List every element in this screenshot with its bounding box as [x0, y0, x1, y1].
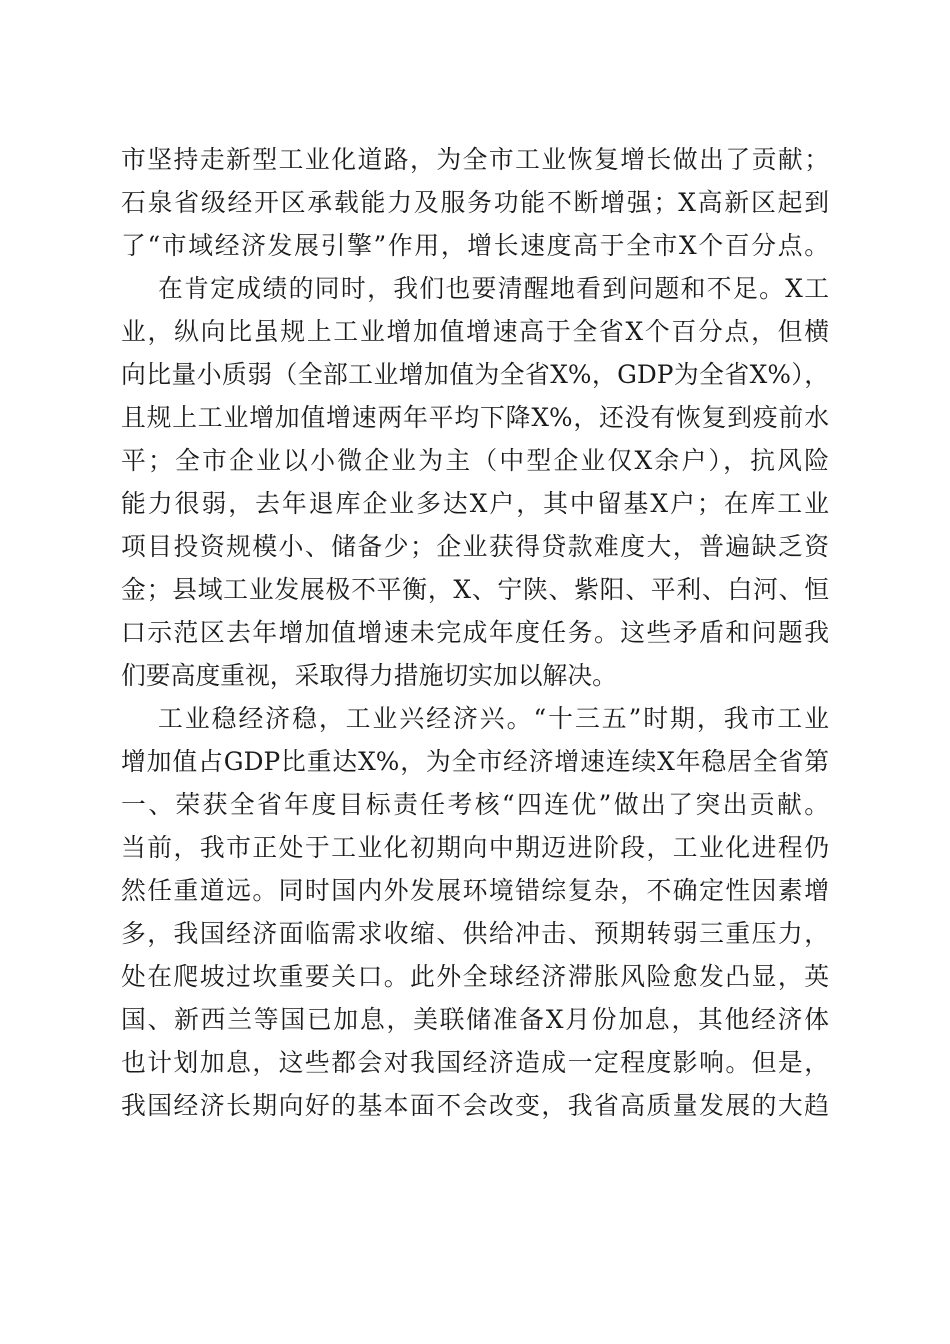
paragraph-3-line-7: 处在爬坡过坎重要关口。此外全球经济滞胀风险愈发凸显，英 — [121, 962, 829, 991]
paragraph-1-line-2: 石泉省级经开区承载能力及服务功能不断增强；X高新区起到 — [121, 188, 829, 217]
paragraph-3-line-8: 国、新西兰等国已加息，美联储准备X月份加息，其他经济体 — [121, 1005, 829, 1034]
paragraph-2-line-6: 能力很弱，去年退库企业多达X户，其中留基X户；在库工业 — [121, 489, 829, 518]
paragraph-2-line-2: 业，纵向比虽规上工业增加值增速高于全省X个百分点，但横 — [121, 317, 829, 346]
paragraph-1-line-3: 了“市域经济发展引擎”作用，增长速度高于全市X个百分点。 — [121, 231, 829, 260]
paragraph-2-line-1: 在肯定成绩的同时，我们也要清醒地看到问题和不足。X工 — [158, 274, 829, 303]
paragraph-2-line-9: 口示范区去年增加值增速未完成年度任务。这些矛盾和问题我 — [121, 618, 829, 647]
paragraph-2-line-7: 项目投资规模小、储备少；企业获得贷款难度大，普遍缺乏资 — [121, 532, 829, 561]
paragraph-3-line-3: 一、荣获全省年度目标责任考核“四连优”做出了突出贡献。 — [121, 790, 829, 819]
paragraph-3-line-9: 也计划加息，这些都会对我国经济造成一定程度影响。但是， — [121, 1048, 829, 1077]
paragraph-2-line-10: 们要高度重视，采取得力措施切实加以解决。 — [121, 661, 617, 690]
paragraph-3-line-2: 增加值占GDP比重达X%，为全市经济增速连续X年稳居全省第 — [121, 747, 829, 776]
paragraph-2-line-5: 平；全市企业以小微企业为主（中型企业仅X余户），抗风险 — [121, 446, 829, 475]
paragraph-3-line-6: 多，我国经济面临需求收缩、供给冲击、预期转弱三重压力， — [121, 919, 829, 948]
paragraph-3-line-1: 工业稳经济稳，工业兴经济兴。“十三五”时期，我市工业 — [158, 704, 829, 733]
paragraph-3-line-5: 然任重道远。同时国内外发展环境错综复杂，不确定性因素增 — [121, 876, 829, 905]
paragraph-2-line-4: 且规上工业增加值增速两年平均下降X%，还没有恢复到疫前水 — [121, 403, 829, 432]
paragraph-3-line-4: 当前，我市正处于工业化初期向中期迈进阶段，工业化进程仍 — [121, 833, 829, 862]
paragraph-1-line-1: 市坚持走新型工业化道路，为全市工业恢复增长做出了贡献； — [121, 145, 829, 174]
paragraph-3-line-10: 我国经济长期向好的基本面不会改变，我省高质量发展的大趋 — [121, 1091, 829, 1120]
paragraph-2-line-8: 金；县域工业发展极不平衡，X、宁陕、紫阳、平利、白河、恒 — [121, 575, 829, 604]
paragraph-2-line-3: 向比量小质弱（全部工业增加值为全省X%，GDP为全省X%）， — [121, 360, 829, 389]
